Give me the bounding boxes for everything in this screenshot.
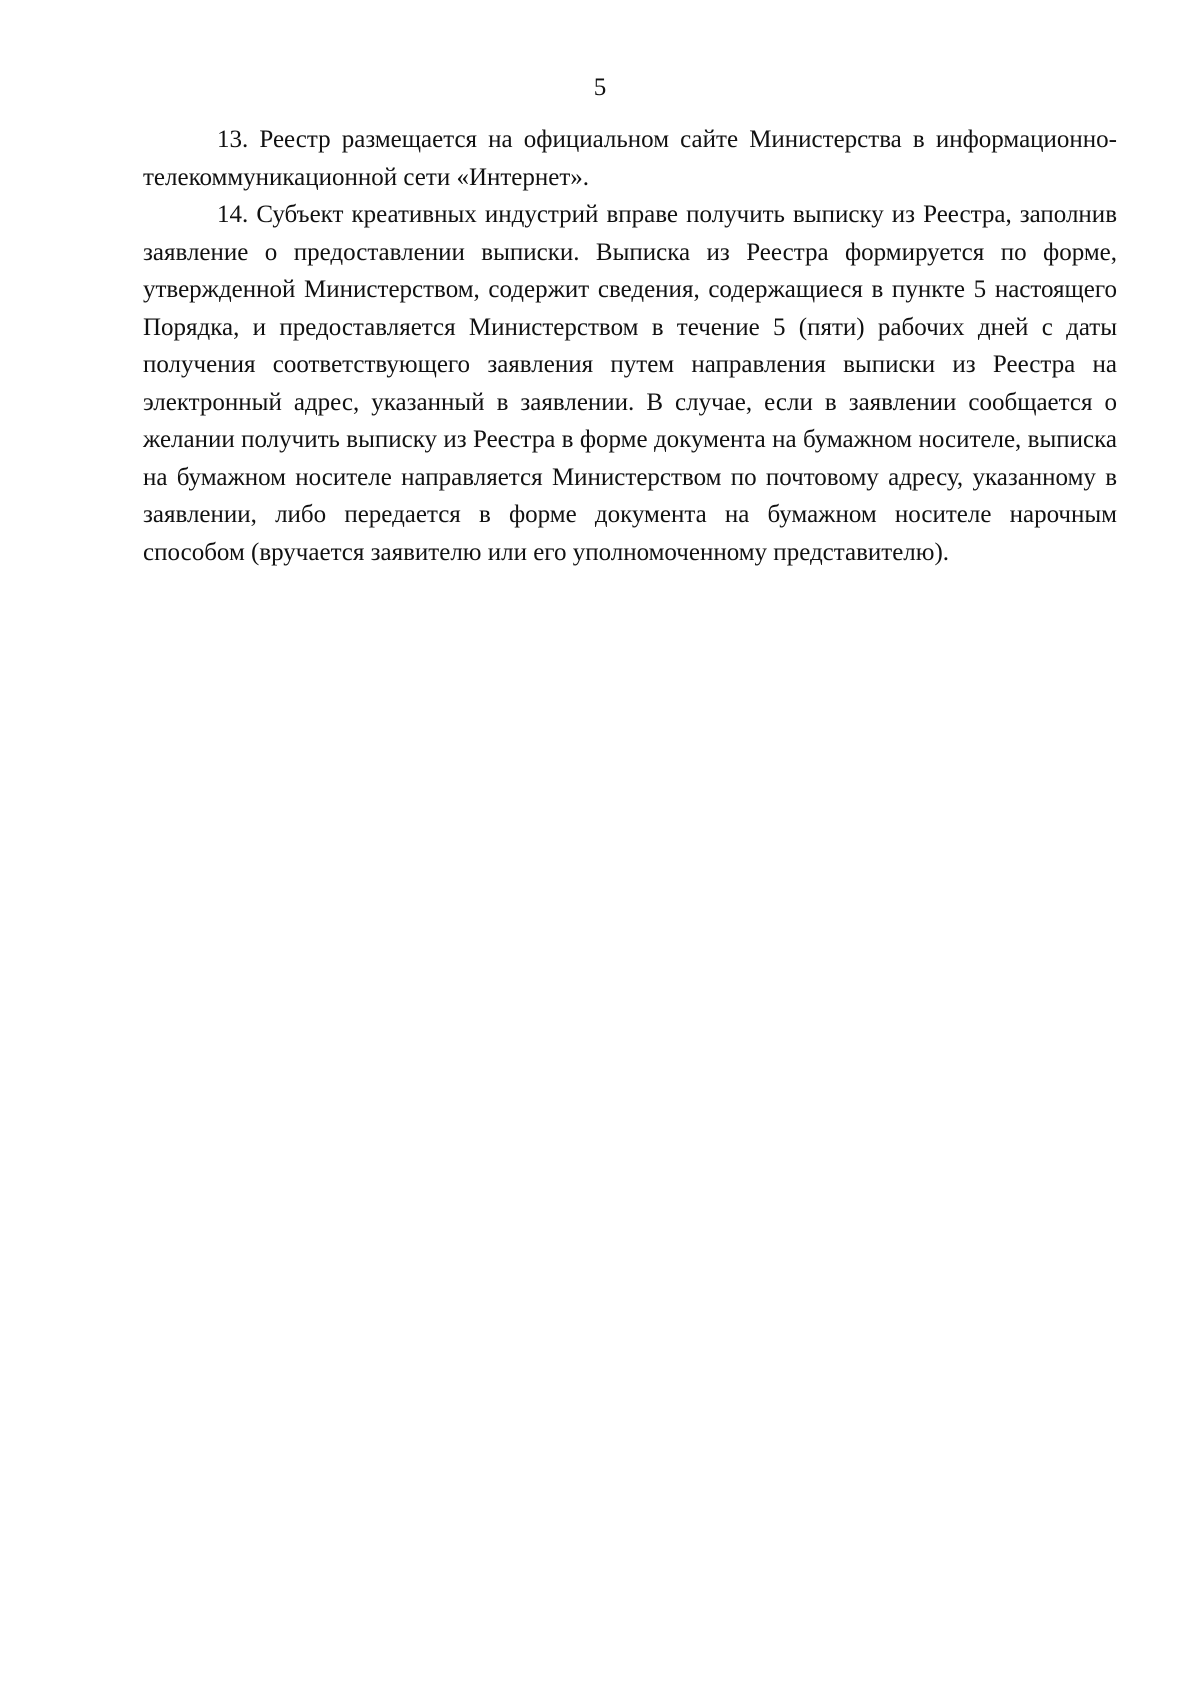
paragraph-13: 13. Реестр размещается на официальном сайте Министерства в информационно-телекоммуникационной сети «Интернет». xyxy=(143,126,1117,191)
page-number: 5 xyxy=(593,74,607,101)
paragraph-14: 14. Субъект креативных индустрий вправе получить выписку из Реестра, заполнив заявление о предоставлении выписки. Выписка из Реестра формируется по форме, утвержденной Министерством, содержит сведения, содержащиеся в пункте 5 настоящего Порядка, и предоставляется Министерством в течение 5 (пяти) рабочих дней с даты получения соответствующего заявления путем направления выписки из Реестра на электронный адрес, указанный в заявлении. В случае, если в заявлении сообщается о желании получить выписку из Реестра в форме документа на бумажном носителе, выписка на бумажном носителе направляется Министерством по почтовому адресу, указанному в заявлении, либо передается в форме документа на бумажном носителе нарочным способом (вручается заявителю или его уполномоченному представителю). xyxy=(143,201,1117,566)
document-body xyxy=(143,121,1117,571)
